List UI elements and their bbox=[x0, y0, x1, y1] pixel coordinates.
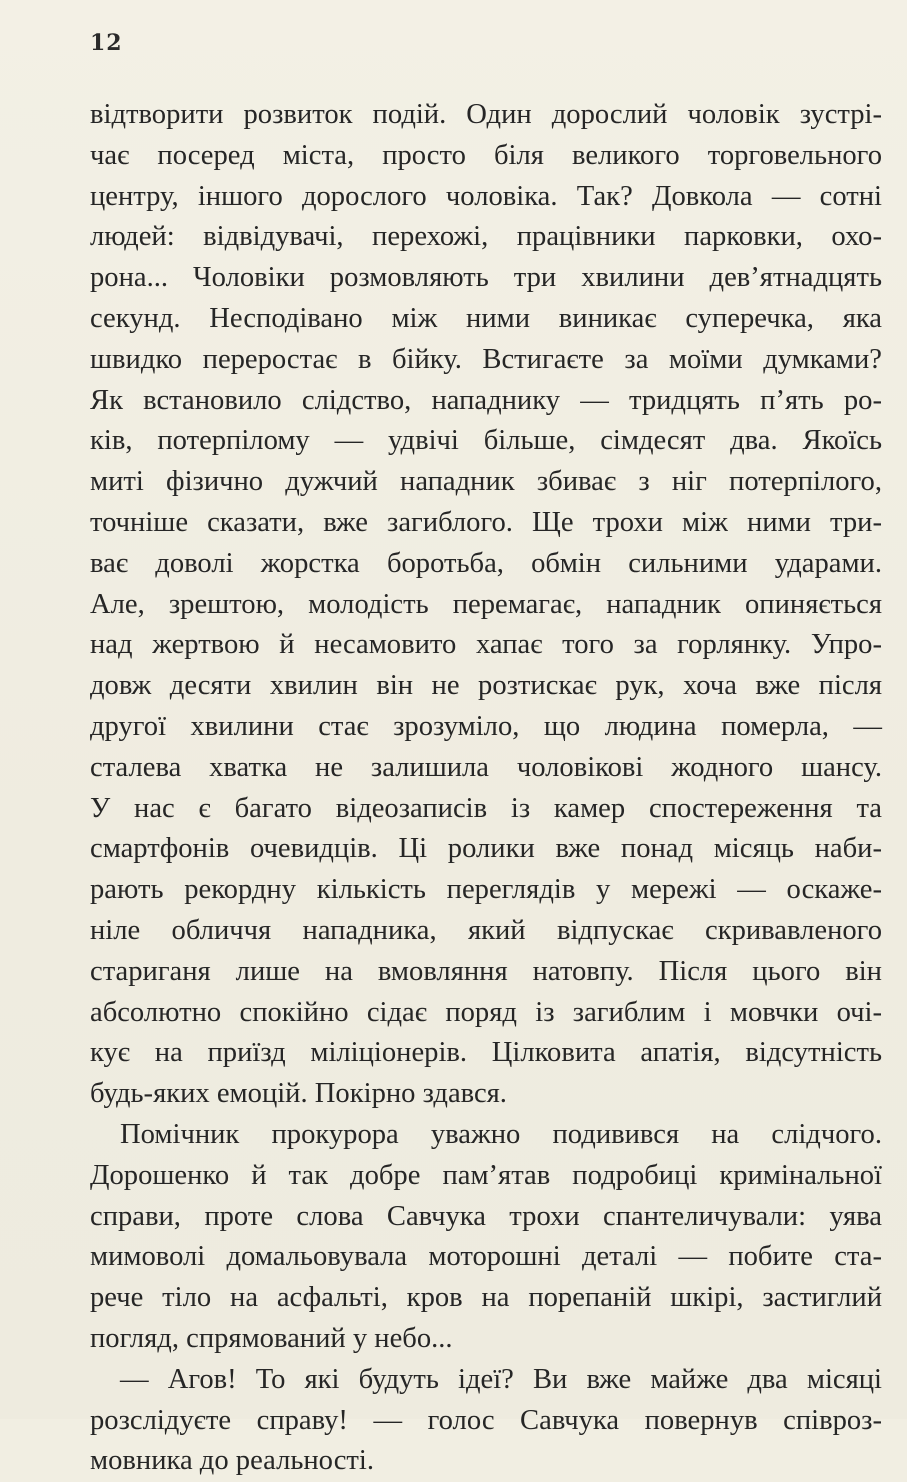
text-line: секунд. Несподівано між ними виникає суперечка, яка bbox=[90, 302, 882, 334]
text-line: миті фізично дужчий нападник збиває з ніг потерпілого, bbox=[90, 466, 882, 498]
text-line: сталева хватка не залишила чоловікові жодного шансу. bbox=[90, 751, 882, 783]
text-line: рають рекордну кількість переглядів у мережі — оскаже- bbox=[90, 874, 882, 906]
text-line: Помічник прокурора уважно подивився на слідчого. bbox=[120, 1118, 882, 1150]
text-line: мовника до реальності. bbox=[90, 1445, 374, 1477]
text-line: довж десяти хвилин він не розтискає рук, хоча вже після bbox=[90, 670, 882, 702]
text-line: Як встановило слідство, нападнику — тридцять п’ять ро- bbox=[90, 384, 882, 416]
text-line: людей: відвідувачі, перехожі, працівники парковки, охо- bbox=[90, 221, 882, 253]
text-line: У нас є багато відеозаписів із камер спостереження та bbox=[90, 792, 882, 824]
text-line: стариганя лише на вмовляння натовпу. Після цього він bbox=[90, 955, 882, 987]
text-line: справи, проте слова Савчука трохи спантеличували: уява bbox=[90, 1200, 882, 1232]
text-line: відтворити розвиток подій. Один дорослий чоловік зустрі- bbox=[90, 99, 882, 130]
body-text bbox=[90, 95, 882, 1482]
text-line: ває доволі жорстка боротьба, обмін сильними ударами. bbox=[90, 547, 882, 579]
text-line: будь-яких емоцій. Покірно здався. bbox=[90, 1078, 507, 1110]
page-number: 12 bbox=[90, 30, 123, 56]
text-line: кує на приїзд міліціонерів. Цілковита апатія, відсутність bbox=[90, 1037, 882, 1069]
text-line: центру, іншого дорослого чоловіка. Так? Довкола — сотні bbox=[90, 180, 882, 212]
text-line: погляд, спрямований у небо... bbox=[90, 1322, 453, 1354]
text-line: ків, потерпілому — удвічі більше, сімдесят два. Якоїсь bbox=[90, 425, 882, 457]
text-line: точніше сказати, вже загиблого. Ще трохи між ними три- bbox=[90, 506, 882, 538]
text-line: мимоволі домальовувала моторошні деталі — побите ста- bbox=[90, 1241, 882, 1273]
text-line: Дорошенко й так добре пам’ятав подробиці кримінальної bbox=[90, 1159, 882, 1191]
text-line: розслідуєте справу! — голос Савчука повернув співроз- bbox=[90, 1404, 882, 1436]
text-line: другої хвилини стає зрозуміло, що людина померла, — bbox=[90, 710, 882, 742]
text-line: смартфонів очевидців. Ці ролики вже понад місяць наби- bbox=[90, 833, 882, 865]
text-line: — Агов! То які будуть ідеї? Ви вже майже два місяці bbox=[120, 1363, 882, 1395]
text-line: ніле обличчя нападника, який відпускає скривавленого bbox=[90, 914, 882, 946]
text-line: Але, зрештою, молодість перемагає, нападник опиняється bbox=[90, 588, 882, 620]
text-line: рона... Чоловіки розмовляють три хвилини дев’ятнадцять bbox=[90, 262, 882, 294]
text-line: швидко переростає в бійку. Встигаєте за моїми думками? bbox=[90, 343, 882, 375]
text-line: чає посеред міста, просто біля великого торговельного bbox=[90, 139, 882, 171]
text-line: абсолютно спокійно сідає поряд із загиблим і мовчки очі- bbox=[90, 996, 882, 1028]
text-line: над жертвою й несамовито хапає того за горлянку. Упро- bbox=[90, 629, 882, 661]
text-line: рече тіло на асфальті, кров на порепаній шкірі, застиглий bbox=[90, 1282, 882, 1314]
